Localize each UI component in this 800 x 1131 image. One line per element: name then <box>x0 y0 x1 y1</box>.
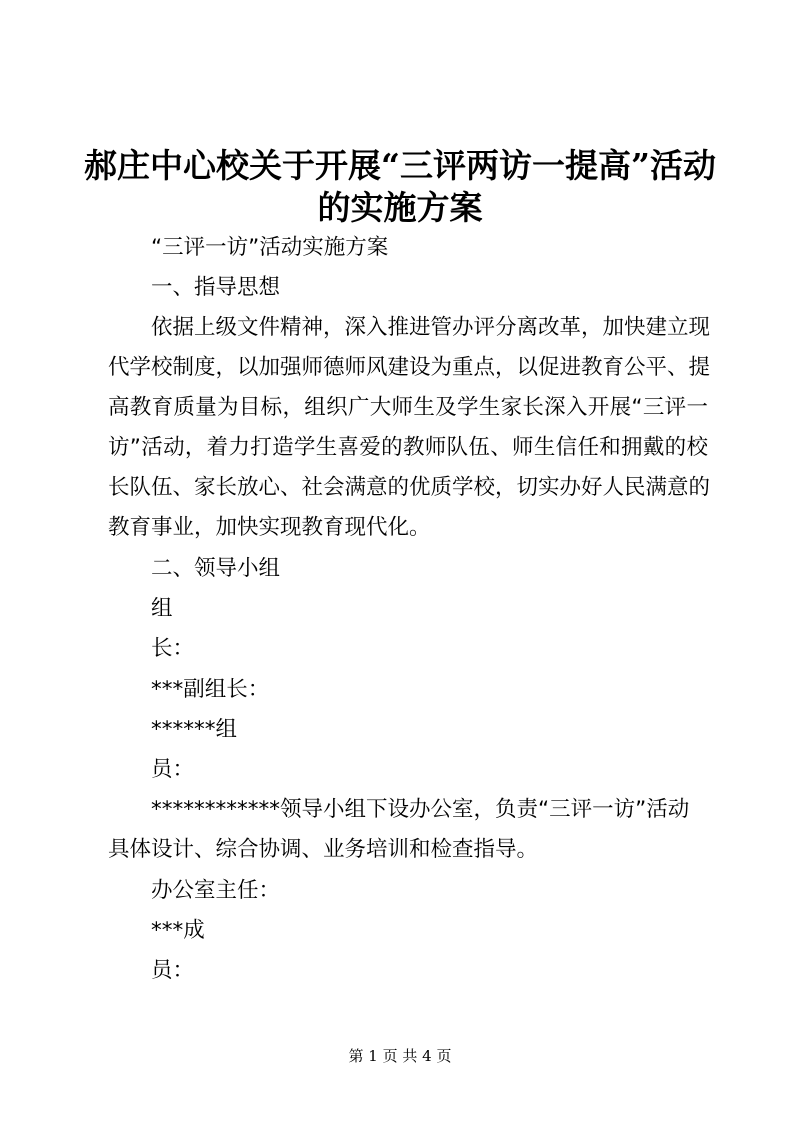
leader-line: ******组 <box>151 717 238 742</box>
document-title-line-2: 的实施方案 <box>317 188 483 227</box>
paragraph-line: 依据上级文件精神，深入推进管办评分离改革，加快建立现 <box>151 315 711 340</box>
paragraph-line: 长队伍、家长放心、社会满意的优质学校，切实办好人民满意的 <box>108 475 711 500</box>
leader-line: 组 <box>151 596 173 621</box>
paragraph-line: ************领导小组下设办公室，负责“三评一访”活动 <box>151 797 690 822</box>
paragraph-line: 具体设计、综合协调、业务培训和检查指导。 <box>108 837 539 862</box>
leader-line: 长： <box>151 636 195 661</box>
office-line: ***成 <box>151 918 205 943</box>
document-title-line-1: 郝庄中心校关于开展“三评两访一提高”活动 <box>84 146 716 185</box>
leader-line: ***副组长： <box>151 677 270 702</box>
paragraph-line: 代学校制度，以加强师德师风建设为重点，以促进教育公平、提 <box>108 355 711 380</box>
subtitle: “三评一访”活动实施方案 <box>151 235 389 260</box>
paragraph-line: 教育事业，加快实现教育现代化。 <box>108 515 431 540</box>
office-line: 办公室主任： <box>151 878 281 903</box>
paragraph-line: 访”活动，着力打造学生喜爱的教师队伍、师生信任和拥戴的校 <box>108 435 708 460</box>
page-number-footer: 第 1 页 共 4 页 <box>348 1047 452 1065</box>
leader-line: 员： <box>151 757 195 782</box>
paragraph-line: 高教育质量为目标，组织广大师生及学生家长深入开展“三评一 <box>108 395 708 420</box>
office-line: 员： <box>151 958 195 983</box>
section-heading-guiding-ideology: 一、指导思想 <box>151 275 281 300</box>
section-heading-leading-group: 二、领导小组 <box>151 556 281 581</box>
